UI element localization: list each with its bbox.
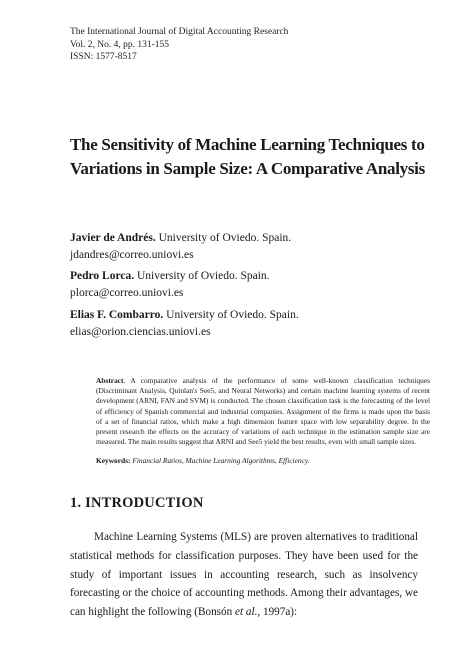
keywords-label: Keywords:	[96, 456, 131, 465]
keywords-value: Financial Ratios, Machine Learning Algorithms, Efficiency.	[130, 456, 310, 465]
author-email: plorca@correo.uniovi.es	[70, 287, 184, 299]
journal-name: The International Journal of Digital Accounting Research	[70, 27, 289, 37]
author-name: Pedro Lorca.	[70, 270, 135, 282]
author-affiliation: University of Oviedo. Spain.	[155, 232, 292, 244]
keywords	[96, 456, 436, 466]
paper-title: The Sensitivity of Machine Learning Techniques to Variations in Sample Size: A Comparative Analysis	[70, 135, 425, 178]
author-block	[70, 230, 291, 264]
body-paragraph	[70, 528, 418, 622]
author-affiliation: University of Oviedo. Spain.	[134, 270, 270, 282]
abstract	[96, 376, 430, 447]
section-heading: 1. INTRODUCTION	[70, 495, 204, 511]
body-text-end: , 1997a):	[257, 606, 298, 619]
author-block	[70, 268, 270, 302]
author-email: elias@orion.ciencias.uniovi.es	[70, 326, 211, 338]
journal-header	[70, 26, 288, 64]
body-text: Machine Learning Systems (MLS) are proven alternatives to traditional statistical methods for classification purposes. They have been used for the study of important issues in accounting research, such as insolvency forecasting or the choice of accounting methods. Among their advantages, we can highlight the following (Bonsón	[70, 531, 418, 619]
author-name: Elias F. Combarro.	[70, 309, 164, 321]
abstract-label: Abstract	[96, 376, 124, 385]
author-name: Javier de Andrés.	[70, 232, 156, 244]
author-affiliation: University of Oviedo. Spain.	[163, 309, 299, 321]
journal-volume: Vol. 2, No. 4, pp. 131-155	[70, 39, 170, 50]
author-block	[70, 307, 299, 341]
citation-etal: et al.	[235, 606, 258, 619]
abstract-text: . A comparative analysis of the performance of some well-known classification techniques (Discriminant Analysis, Quinlan's See5, and Neural Networks) and certain machine learning systems of recent development (ARNI, FAN and SVM) is conducted. The chosen classification task is the forecasting of the level of efficiency of Spanish commercial and industrial companies. Assignment of the firms is made upon the basis of a set of financial ratios, which make a high dimension feature space with low separability degree. In the present research the effects on the accuracy of variations of each technique in the estimation sample size are measured. The main results suggest that ARNI and See5 yield the best results, even with small sample sizes.	[96, 376, 430, 447]
author-email: jdandres@correo.uniovi.es	[70, 249, 194, 261]
journal-issn: ISSN: 1577-8517	[70, 52, 137, 62]
